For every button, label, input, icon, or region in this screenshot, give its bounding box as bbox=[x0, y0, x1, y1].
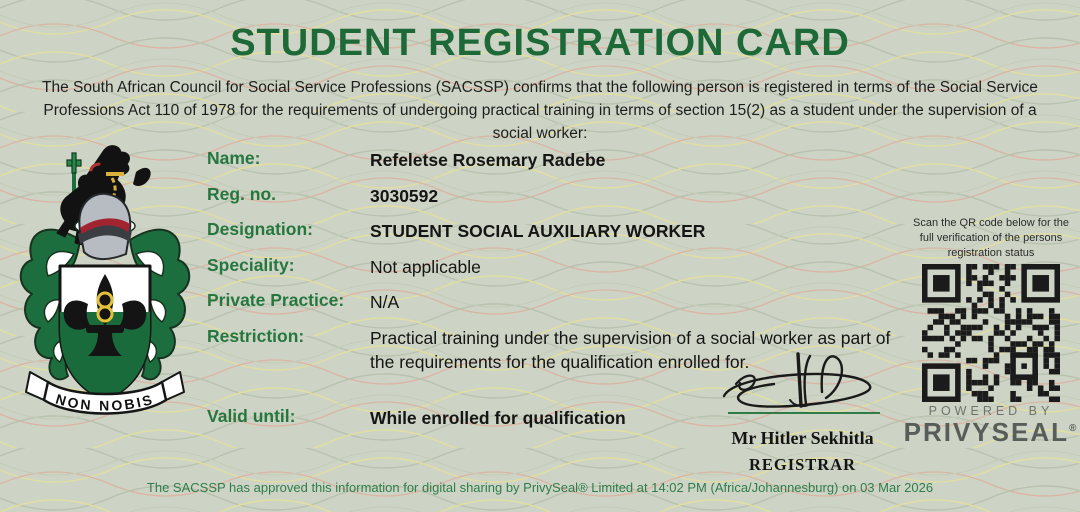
intro-text: The South African Council for Social Service Professions (SACSSP) confirms that the following person is registered in terms of the Social Service Professions Act 110 of 1978 for the requirements of undergoing practical training in terms of section 15(2) as a student under the supervision of a social worker: bbox=[42, 79, 1038, 142]
signature-rule bbox=[728, 412, 880, 414]
field-label: Restriction: bbox=[207, 326, 305, 346]
field-label: Private Practice: bbox=[207, 290, 345, 310]
field-row-designation bbox=[207, 219, 705, 243]
field-value: N/A bbox=[370, 292, 400, 312]
field-row-speciality bbox=[207, 255, 481, 279]
registrar-role: REGISTRAR bbox=[748, 455, 857, 474]
approval-footer: The SACSSP has approved this information for digital sharing by PrivySeal® Limited at 14:02 PM (Africa/Johannesburg) on 03 Mar 2026 bbox=[146, 480, 934, 495]
helmet-icon bbox=[78, 194, 132, 259]
registered-mark: ® bbox=[1069, 423, 1079, 434]
qr-code-icon bbox=[922, 264, 1060, 402]
crest-motto: NON NOBIS bbox=[53, 390, 157, 414]
field-label: Designation: bbox=[207, 219, 313, 239]
field-label: Valid until: bbox=[207, 406, 296, 426]
field-label: Name: bbox=[207, 148, 261, 168]
registrar-signature-icon bbox=[702, 350, 897, 414]
field-value: STUDENT SOCIAL AUXILIARY WORKER bbox=[370, 221, 706, 241]
field-label: Reg. no. bbox=[207, 184, 277, 204]
qr-instruction: Scan the QR code below for the full verification of the persons registration status bbox=[913, 217, 1069, 259]
page-title: STUDENT REGISTRATION CARD bbox=[230, 22, 850, 64]
field-value: Practical training under the supervision of a social worker as part of the requirements for the qualification enrolled for. bbox=[370, 328, 891, 372]
privyseal-logo bbox=[896, 417, 1080, 448]
field-value: 3030592 bbox=[370, 186, 439, 206]
sacssp-coat-of-arms-icon bbox=[8, 142, 202, 430]
field-value: Not applicable bbox=[370, 257, 481, 277]
field-row-name bbox=[207, 148, 605, 172]
field-value: While enrolled for qualification bbox=[370, 408, 626, 428]
field-row-valid-until bbox=[207, 406, 626, 430]
field-value: Refeletse Rosemary Radebe bbox=[370, 150, 606, 170]
field-row-private-practice bbox=[207, 290, 399, 314]
powered-by-label: POWERED BY bbox=[928, 404, 1054, 418]
privyseal-wordmark: PRIVYSEAL bbox=[903, 417, 1069, 447]
shield-icon bbox=[60, 266, 150, 400]
field-label: Speciality: bbox=[207, 255, 295, 275]
field-row-reg-no bbox=[207, 184, 438, 208]
registrar-name: Mr Hitler Sekhitla bbox=[731, 428, 874, 448]
